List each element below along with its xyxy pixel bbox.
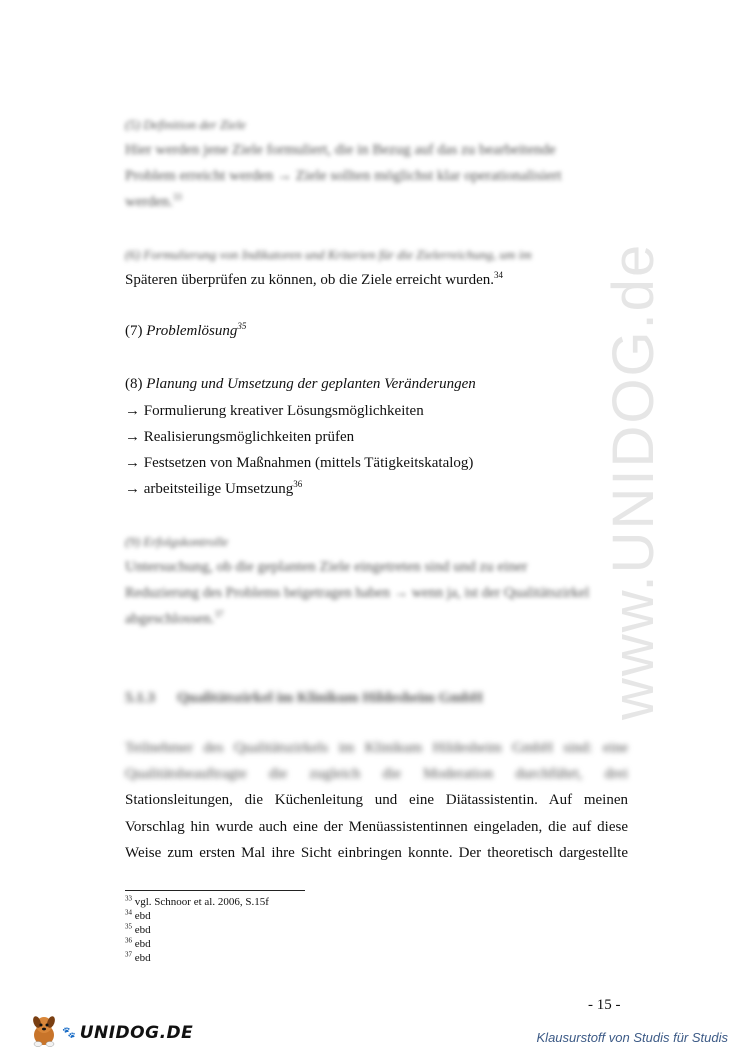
section-7: (7) Problemlösung$^{35}$ [125,321,247,339]
section-6-line-1: (6) Formulierung von Indikatoren und Kriterien für die Zielerreichung, um im [125,247,532,262]
footnote-ref-36[interactable]: 36 [293,479,303,489]
section-heading: 5.1.3 Qualitätszirkel im Klinikum Hildesheim GmbH [125,690,483,706]
section-5-line-1: Hier werden jene Ziele formuliert, die in Bezug auf das zu bearbeitende [125,142,556,158]
footnote-33: $^{33}$ vgl. Schnoor et al. 2006, S.15f [125,894,269,908]
section-5-line-3: werden.$^{33}$ [125,192,182,210]
dog-icon [28,1013,60,1052]
tagline: Klausurstoff von Studis für Studis [536,1030,728,1045]
paw-icon: 🐾 [62,1027,76,1039]
footnote-34: $^{34}$ ebd [125,908,151,922]
section-8-item: → arbeitsteilige Umsetzung$^{36}$ [125,479,303,497]
section-5-title: (5) Definition der Ziele [125,117,246,132]
footnote-35: $^{35}$ ebd [125,922,151,936]
page-number: - 15 - [588,997,621,1013]
paragraph-line-3: Stationsleitungen, die Küchenleitung und eine Diätassistentin. Auf meinen [125,792,628,808]
section-9-line-1: Untersuchung, ob die geplanten Ziele eingetreten sind und zu einer [125,559,528,575]
footnote-36: $^{36}$ ebd [125,936,151,950]
footnote-37: $^{37}$ ebd [125,950,151,964]
section-9-line-2: Reduzierung des Problems beigetragen haben → wenn ja, ist der Qualitätszirkel [125,585,590,601]
paragraph-line-4: Vorschlag hin wurde auch eine der Menüassistentinnen eingeladen, die auf diese [125,819,628,835]
section-8-item: → Festsetzen von Maßnahmen (mittels Tätigkeitskatalog) [125,455,474,471]
watermark: www.UNIDOG.de [601,242,666,720]
logo-text: UNIDOG.DE [79,1022,194,1043]
section-9-title: (9) Erfolgskontrolle [125,534,229,549]
section-8-item: → Realisierungsmöglichkeiten prüfen [125,429,355,445]
paragraph-line-2: Qualitätsbeauftragte die zugleich die Moderation durchführt, drei [125,766,628,782]
unidog-logo[interactable] [28,1013,193,1052]
section-6-line-2: Späteren überprüfen zu können, ob die Ziele erreicht wurden.$^{34}$ [125,270,504,288]
footnote-divider [125,890,305,891]
section-8-item: → Formulierung kreativer Lösungsmöglichkeiten [125,403,424,419]
paragraph-line-5: Weise zum ersten Mal ihre Sicht einbringen konnte. Der theoretisch dargestellte [125,845,628,861]
section-9-line-3: abgeschlossen.$^{37}$ [125,609,224,627]
paragraph-line-1: Teilnehmer des Qualitätszirkels im Klinikum Hildesheim GmbH sind: eine [125,740,628,756]
footnote-ref-35[interactable]: 35 [237,321,247,331]
section-8-title: (8) Planung und Umsetzung der geplanten Veränderungen [125,376,476,392]
footnote-ref-34[interactable]: 34 [494,270,504,280]
section-5-line-2: Problem erreicht werden → Ziele sollten möglichst klar operationalisiert [125,168,562,184]
